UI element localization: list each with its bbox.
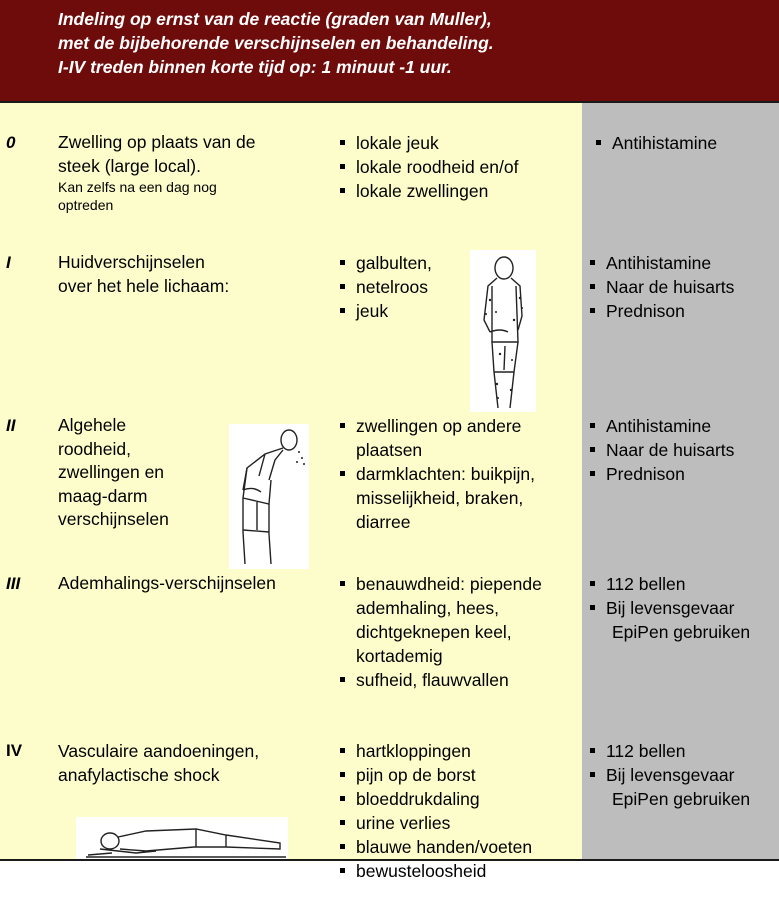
- row-1-desc-line: Huidverschijnselen: [58, 252, 205, 272]
- symptom-item: lokale roodheid en/of: [340, 155, 518, 179]
- row-3-desc-line: Ademhalings-verschijnselen: [58, 573, 276, 593]
- treatment-item: Antihistamine: [590, 251, 734, 275]
- symptom-item: hartkloppingen: [340, 739, 532, 763]
- nauseous-person-icon: [229, 424, 309, 569]
- row-0-note-line: Kan zelfs na een dag nog: [58, 179, 217, 195]
- row-0-note-line: optreden: [58, 197, 114, 213]
- row-1-description: [58, 251, 229, 298]
- row-0-desc-line: Zwelling op plaats van de: [58, 132, 256, 152]
- grade-III: III: [6, 574, 21, 593]
- symptom-item: urine verlies: [340, 811, 532, 835]
- symptom-item: jeuk: [340, 299, 432, 323]
- treatment-item: Naar de huisarts: [590, 275, 734, 299]
- treatment-item: EpiPen gebruiken: [612, 789, 751, 809]
- symptom-item: pijn op de borst: [340, 763, 532, 787]
- symptom-item: lokale zwellingen: [340, 179, 518, 203]
- row-1-symptoms: [340, 251, 432, 323]
- treatment-item: Naar de huisarts: [590, 438, 734, 462]
- symptom-item: blauwe handen/voeten: [340, 835, 532, 859]
- treatment-item: Prednison: [590, 462, 734, 486]
- symptom-item: sufheid, flauwvallen: [340, 668, 542, 692]
- symptom-item: plaatsen: [356, 440, 423, 460]
- treatment-item: Antihistamine: [596, 131, 717, 155]
- row-2-desc-line: Algehele: [58, 415, 127, 435]
- row-2-desc-line: maag-darm: [58, 485, 148, 506]
- row-2-desc-line: roodheid,: [58, 438, 131, 459]
- row-4-treatment: [590, 739, 750, 811]
- row-2-description: [58, 414, 169, 532]
- standing-person-illustration: [470, 250, 536, 412]
- treatment-item: EpiPen gebruiken: [612, 622, 751, 642]
- row-4-description: [58, 740, 259, 787]
- standing-person-icon: [470, 250, 536, 412]
- row-4-desc-line: anafylactische shock: [58, 764, 220, 785]
- symptom-item: bloeddrukdaling: [340, 787, 532, 811]
- lying-person-illustration: [76, 817, 288, 859]
- row-2-desc-line: zwellingen en: [58, 462, 165, 482]
- treatment-item: Bij levensgevaar: [590, 763, 750, 787]
- row-1-treatment: [590, 251, 734, 323]
- grade-II: II: [6, 416, 16, 435]
- row-4-symptoms: [340, 739, 532, 883]
- row-0-treatment: [596, 131, 717, 155]
- symptom-item: benauwdheid: piepende: [340, 572, 542, 596]
- symptom-item: kortademig: [356, 646, 443, 666]
- header-line-1: Indeling op ernst van de reactie (graden van Muller),: [58, 9, 492, 29]
- row-3-description: [58, 572, 276, 596]
- symptom-item: ademhaling, hees,: [356, 598, 500, 618]
- row-2-desc-line: verschijnselen: [58, 509, 169, 529]
- row-4-desc-line: Vasculaire aandoeningen,: [58, 741, 260, 761]
- treatment-item: Antihistamine: [590, 414, 734, 438]
- symptom-item: dichtgeknepen keel,: [356, 622, 512, 642]
- symptom-item: misselijkheid, braken,: [356, 488, 524, 508]
- row-0-desc-line: steek (large local).: [58, 155, 201, 176]
- header-banner: [0, 0, 779, 103]
- header-line-2: met de bijbehorende verschijnselen en behandeling.: [58, 33, 494, 53]
- treatment-item: Prednison: [590, 299, 734, 323]
- symptom-item: diarree: [356, 512, 411, 532]
- row-0-description: [58, 131, 255, 214]
- row-3-symptoms: [340, 572, 542, 692]
- treatment-item: 112 bellen: [590, 739, 750, 763]
- grade-IV: IV: [6, 741, 23, 760]
- symptom-item: lokale jeuk: [340, 131, 518, 155]
- treatment-item: Bij levensgevaar: [590, 596, 750, 620]
- grade-I: I: [6, 253, 11, 272]
- nauseous-person-illustration: [229, 424, 309, 569]
- symptom-item: netelroos: [340, 275, 432, 299]
- symptom-item: galbulten,: [340, 251, 432, 275]
- row-2-treatment: [590, 414, 734, 486]
- row-3-treatment: [590, 572, 750, 644]
- header-line-3: I-IV treden binnen korte tijd op: 1 minuut -1 uur.: [58, 57, 452, 77]
- row-2-symptoms: [340, 414, 535, 534]
- lying-person-icon: [76, 817, 288, 859]
- treatment-item: 112 bellen: [590, 572, 750, 596]
- symptom-item: bewusteloosheid: [340, 859, 532, 883]
- symptom-item: darmklachten: buikpijn,: [340, 462, 535, 486]
- row-1-desc-line: over het hele lichaam:: [58, 275, 230, 296]
- row-0-symptoms: [340, 131, 518, 203]
- symptom-item: zwellingen op andere: [340, 414, 535, 438]
- grade-0: 0: [6, 133, 16, 152]
